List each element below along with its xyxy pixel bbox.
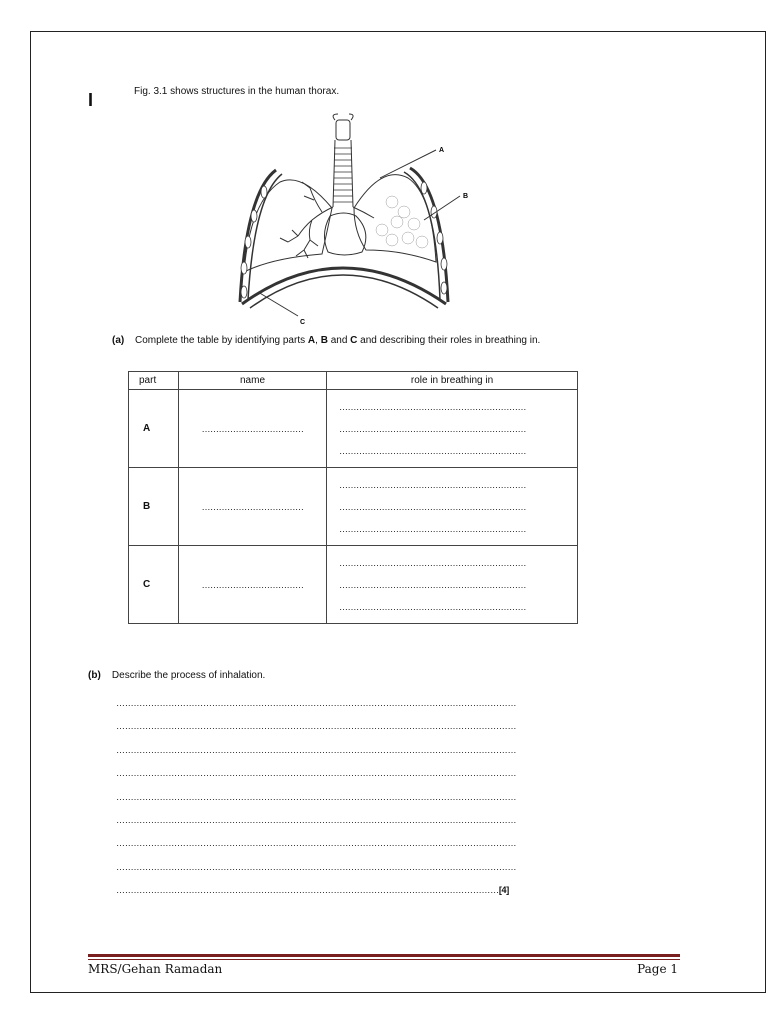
marks-allocation: [4]: [498, 885, 509, 896]
role-answer-line[interactable]: …………………………………………………………: [339, 601, 526, 612]
header-part: part: [129, 372, 179, 390]
role-answer-line[interactable]: …………………………………………………………: [339, 479, 526, 490]
inhalation-answer-area[interactable]: [116, 692, 616, 903]
label-a: A: [439, 147, 445, 154]
name-answer-line[interactable]: ………………………………: [179, 390, 327, 468]
role-answer-line[interactable]: …………………………………………………………: [339, 523, 526, 534]
header-role: role in breathing in: [327, 372, 578, 390]
role-answer-line[interactable]: …………………………………………………………: [339, 557, 526, 568]
table-row: [129, 390, 578, 468]
answer-line[interactable]: …………………………………………………………………………………………………………………………: [116, 815, 517, 826]
part-b-text: Describe the process of inhalation.: [111, 670, 266, 681]
role-answer-line[interactable]: …………………………………………………………: [339, 579, 526, 590]
role-answer-cell[interactable]: [327, 468, 578, 546]
part-cell: C: [129, 546, 179, 624]
table-row: [129, 546, 578, 624]
answer-table: [128, 371, 578, 624]
part-cell: A: [129, 390, 179, 468]
footer-rule-thick: [88, 954, 680, 957]
part-a-label: (a): [112, 335, 125, 346]
part-a-text: Complete the table by identifying parts A, B and C and describing their roles in breathing in.: [135, 335, 541, 346]
answer-line[interactable]: …………………………………………………………………………………………………………………………: [116, 698, 517, 708]
part-b: [88, 670, 265, 681]
role-answer-line[interactable]: …………………………………………………………: [339, 401, 526, 412]
role-answer-line[interactable]: …………………………………………………………: [339, 445, 526, 456]
header-name: name: [179, 372, 327, 390]
figure-intro: Fig. 3.1 shows structures in the human thorax.: [134, 86, 340, 97]
answer-line[interactable]: …………………………………………………………………………………………………………………………: [116, 838, 517, 849]
answer-line[interactable]: …………………………………………………………………………………………………………………………: [116, 768, 517, 779]
label-b: B: [463, 193, 469, 200]
answer-line[interactable]: …………………………………………………………………………………………………………………………: [116, 861, 517, 872]
answer-line-final[interactable]: [116, 879, 616, 902]
role-answer-cell[interactable]: [327, 546, 578, 624]
footer-author: MRS/Gehan Ramadan: [88, 962, 223, 976]
role-answer-line[interactable]: …………………………………………………………: [339, 423, 526, 434]
table-header-row: [129, 372, 578, 390]
name-answer-line[interactable]: ………………………………: [179, 468, 327, 546]
footer-rule-thin: [88, 959, 680, 960]
answer-line[interactable]: …………………………………………………………………………………………………………………………: [116, 744, 517, 755]
thorax-diagram: [232, 112, 482, 330]
answer-line[interactable]: ……………………………………………………………………………………………………………………: [116, 885, 499, 896]
name-answer-line[interactable]: ………………………………: [179, 546, 327, 624]
answer-line[interactable]: …………………………………………………………………………………………………………………………: [116, 791, 517, 802]
footer-page-number: Page 1: [637, 962, 678, 976]
answer-line[interactable]: …………………………………………………………………………………………………………………………: [116, 721, 517, 732]
role-answer-line[interactable]: …………………………………………………………: [339, 501, 526, 512]
table-row: [129, 468, 578, 546]
part-b-label: (b): [88, 670, 101, 681]
label-c: C: [300, 319, 306, 326]
role-answer-cell[interactable]: [327, 390, 578, 468]
question-number-fragment: I: [88, 90, 94, 110]
part-cell: B: [129, 468, 179, 546]
